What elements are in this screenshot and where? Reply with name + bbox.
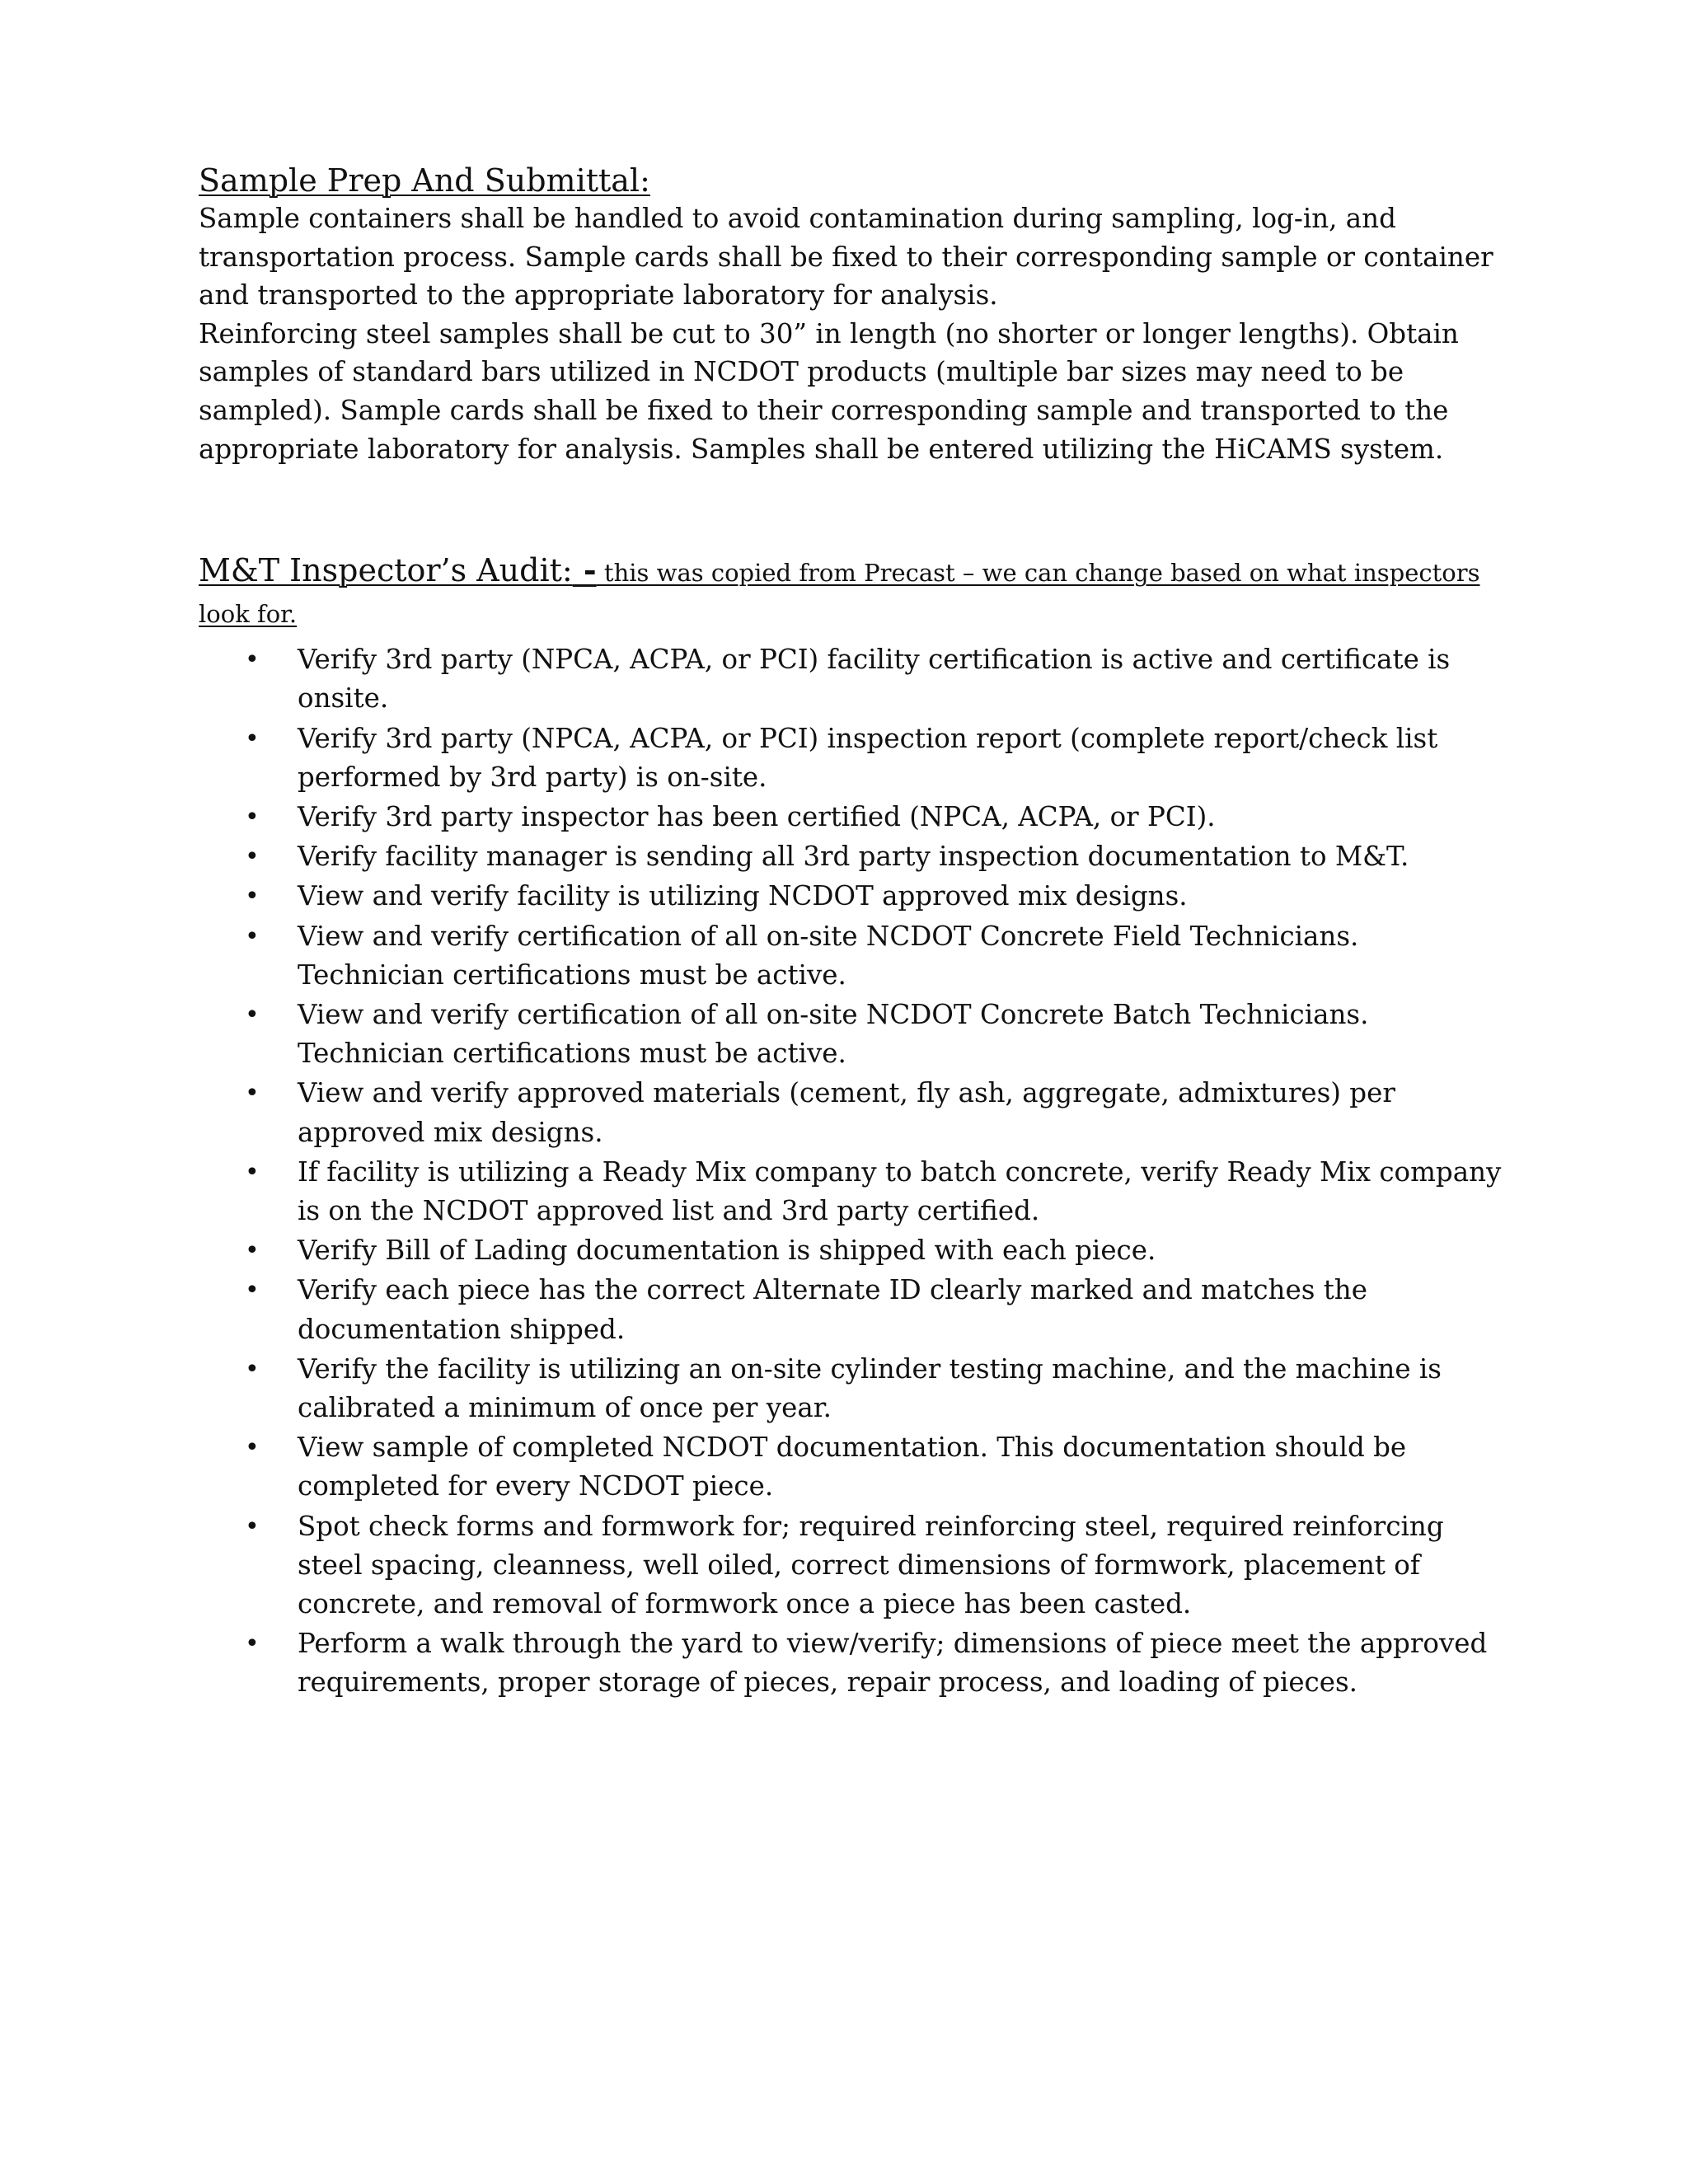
bullet-icon: • (245, 882, 260, 912)
bullet-icon: • (245, 1236, 260, 1266)
list-item-text: If facility is utilizing a Ready Mix company to batch concrete, verify Ready Mix company is on the NCDOT approved list and 3rd party certified. (298, 1155, 1502, 1226)
bullet-icon: • (245, 921, 260, 951)
bullet-icon: • (245, 1433, 260, 1463)
list-item-text: Perform a walk through the yard to view/verify; dimensions of piece meet the approved requirements, proper storage of pieces, repair process, and loading of pieces. (298, 1628, 1488, 1699)
bullet-icon: • (245, 1079, 260, 1108)
list-item (199, 1507, 1509, 1624)
audit-heading-note: this was copied from Precast – we can change based on what inspectors look for. (199, 559, 1480, 629)
bullet-icon: • (245, 645, 260, 675)
list-item (199, 1231, 1509, 1270)
list-item-text: Verify each piece has the correct Alternate ID clearly marked and matches the documentation shipped. (298, 1274, 1367, 1345)
list-item (199, 640, 1509, 718)
audit-checklist (199, 640, 1509, 1702)
paragraph-sample-containers: Sample containers shall be handled to avoid contamination during sampling, log-in, and transportation process. Sample cards shall be fixed to their corresponding sample or container and transported to the appropriate laboratory for analysis. (199, 203, 1493, 312)
bullet-icon: • (245, 1354, 260, 1384)
section-heading-audit: M&T Inspector’s Audit: (199, 552, 573, 589)
list-item-text: Verify 3rd party inspector has been certified (NPCA, ACPA, or PCI). (298, 800, 1216, 832)
list-item-text: Verify the facility is utilizing an on-site cylinder testing machine, and the machine is calibrated a minimum of once per year. (298, 1352, 1442, 1424)
bullet-icon: • (245, 1276, 260, 1305)
bullet-icon: • (245, 1157, 260, 1187)
list-item-text: Spot check forms and formwork for; required reinforcing steel, required reinforcing steel spacing, cleanness, well oiled, correct dimensions of formwork, placement of concrete, and removal of formwork once a piece has been casted. (298, 1510, 1444, 1620)
document-content (199, 162, 1509, 1704)
list-item (199, 1153, 1509, 1230)
list-item (199, 1271, 1509, 1348)
list-item-text: Verify facility manager is sending all 3rd party inspection documentation to M&T. (298, 841, 1409, 873)
list-item-text: View and verify facility is utilizing NCDOT approved mix designs. (298, 880, 1188, 912)
list-item-text: Verify 3rd party (NPCA, ACPA, or PCI) facility certification is active and certificate is onsite. (298, 644, 1451, 715)
list-item-text: View and verify approved materials (cement, fly ash, aggregate, admixtures) per approved mix designs. (298, 1077, 1395, 1148)
list-item (199, 719, 1509, 797)
bullet-icon: • (245, 802, 260, 832)
list-item (199, 996, 1509, 1073)
list-item-text: View and verify certification of all on-site NCDOT Concrete Batch Technicians. Technician certifications must be active. (298, 998, 1369, 1070)
list-item (199, 837, 1509, 876)
audit-heading-dash: - (572, 551, 597, 589)
list-item (199, 1624, 1509, 1702)
list-item (199, 877, 1509, 916)
list-item (199, 1350, 1509, 1427)
list-item-text: View sample of completed NCDOT documentation. This documentation should be completed for every NCDOT piece. (298, 1432, 1407, 1502)
bullet-icon: • (245, 1511, 260, 1541)
section-heading-sample-prep: Sample Prep And Submittal: (199, 162, 650, 199)
bullet-icon: • (245, 724, 260, 753)
bullet-icon: • (245, 842, 260, 872)
bullet-icon: • (245, 1000, 260, 1029)
list-item-text: Verify 3rd party (NPCA, ACPA, or PCI) inspection report (complete report/check list performed by 3rd party) is on-site. (298, 722, 1438, 793)
list-item (199, 1074, 1509, 1151)
list-item-text: View and verify certification of all on-site NCDOT Concrete Field Technicians. Technician certifications must be active. (298, 920, 1359, 991)
bullet-icon: • (245, 1629, 260, 1659)
list-item (199, 798, 1509, 837)
list-item-text: Verify Bill of Lading documentation is shipped with each piece. (298, 1235, 1156, 1267)
audit-heading-line (199, 551, 1509, 637)
list-item (199, 917, 1509, 995)
list-item (199, 1428, 1509, 1506)
paragraph-reinforcing-steel: Reinforcing steel samples shall be cut to 30” in length (no shorter or longer lengths). Obtain samples of standard bars utilized in NCDOT products (multiple bar sizes may need to be sampled). Sample cards shall be fixed to their corresponding sample and transported to the appropriate laboratory for analysis. Samples shall be entered utilizing the HiCAMS system. (199, 317, 1459, 465)
